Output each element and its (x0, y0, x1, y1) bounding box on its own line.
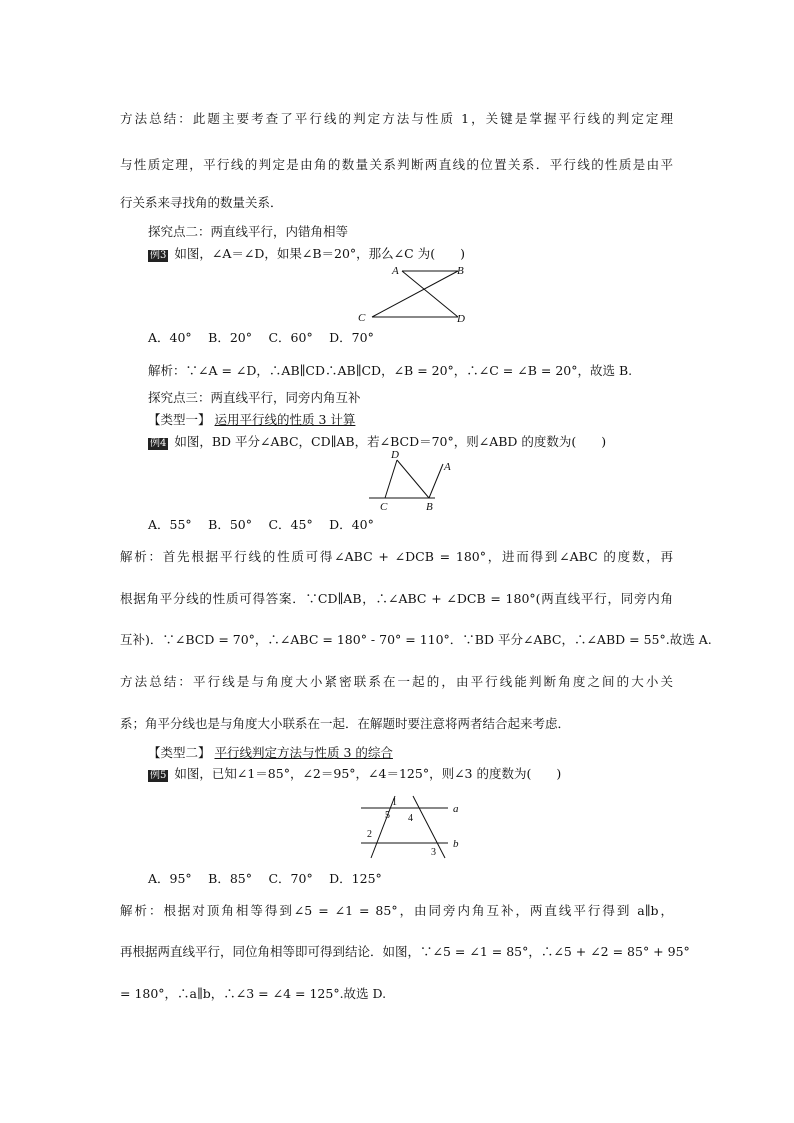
summary-2-line-1: 方法总结：平行线是与角度大小紧密联系在一起的，由平行线能判断角度之间的大小关 (120, 674, 673, 689)
type-2-heading (148, 743, 393, 761)
figure-example-4 (365, 448, 465, 514)
label-b: B (457, 265, 464, 277)
example-3-label: 例3 (150, 250, 167, 261)
example-5-options: A．95° B．85° C．70° D．125° (148, 871, 382, 886)
segment-db (397, 460, 429, 498)
angle-label-5: 5 (385, 810, 390, 821)
example-3-analysis: 解析：∵∠A = ∠D，∴AB∥CD∴AB∥CD，∠B = 20°，∴∠C = ∠B = 20°，故选 B. (148, 363, 633, 378)
label-c: C (380, 501, 388, 513)
transversal-right (413, 796, 445, 858)
ray-ba (429, 464, 443, 498)
label-line-b: b (453, 838, 459, 850)
example-3-question-text: 如图，∠A＝∠D，如果∠B＝20°，那么∠C 为( ) (174, 246, 465, 261)
summary-2-line-2: 系；角平分线也是与角度大小联系在一起．在解题时要注意将两者结合起来考虑． (120, 716, 571, 731)
segment-ad (402, 271, 458, 317)
segment-bc (372, 271, 458, 317)
example-4-options: A．55° B．50° C．45° D．40° (148, 517, 374, 532)
type-1-heading (148, 410, 355, 428)
example-4-analysis-line-2: 根据角平分线的性质可得答案．∵CD∥AB，∴∠ABC + ∠DCB = 180°(两直线平行，同旁内角 (120, 591, 673, 606)
example-5-question-text: 如图，已知∠1＝85°，∠2＝95°，∠4＝125°，则∠3 的度数为( ) (174, 766, 562, 781)
section-heading-3: 探究点三：两直线平行，同旁内角互补 (148, 390, 361, 405)
example-4-analysis-line-1: 解析：首先根据平行线的性质可得∠ABC + ∠DCB = 180°，进而得到∠ABC 的度数，再 (120, 549, 673, 564)
example-4-analysis-line-3: 互补)．∵∠BCD = 70°，∴∠ABC = 180° - 70° = 110°．∵BD 平分∠ABC，∴∠ABD = 55°.故选 A. (120, 632, 712, 647)
segment-dc (385, 460, 397, 498)
figure-example-3 (350, 262, 480, 326)
label-d: D (391, 449, 399, 461)
angle-label-3: 3 (431, 847, 436, 858)
example-5-analysis-line-2: 再根据两直线平行，同位角相等即可得到结论．如图，∵∠5 = ∠1 = 85°，∴∠5 + ∠2 = 85° + 95° (120, 944, 690, 959)
summary-1-line-2: 与性质定理，平行线的判定是由角的数量关系判断两直线的位置关系．平行线的性质是由平 (120, 157, 673, 172)
angle-label-1: 1 (392, 797, 397, 808)
example-5-analysis-line-3: = 180°，∴a∥b，∴∠3 = ∠4 = 125°.故选 D. (120, 986, 387, 1001)
type-2-bracket: 【类型二】 (148, 745, 211, 760)
example-5-question (148, 764, 561, 782)
angle-label-2: 2 (367, 829, 372, 840)
type-1-title: 运用平行线的性质 3 计算 (214, 412, 356, 427)
example-4-question-text: 如图，BD 平分∠ABC，CD∥AB，若∠BCD＝70°，则∠ABD 的度数为( ) (174, 434, 607, 449)
label-d: D (457, 313, 465, 325)
example-5-label: 例5 (150, 770, 167, 781)
example-3-options: A．40° B．20° C．60° D．70° (148, 330, 374, 345)
angle-label-4: 4 (408, 813, 413, 824)
section-heading-2: 探究点二：两直线平行，内错角相等 (148, 224, 349, 239)
example-5-analysis-line-1: 解析：根据对顶角相等得到∠5 = ∠1 = 85°，由同旁内角互补，两直线平行得到 a∥b， (120, 903, 673, 918)
summary-1-line-1: 方法总结：此题主要考查了平行线的判定方法与性质 1，关键是掌握平行线的判定定理 (120, 111, 673, 126)
figure-example-5 (355, 790, 475, 862)
summary-1-line-3: 行关系来寻找角的数量关系． (120, 195, 283, 210)
example-4-label: 例4 (150, 438, 167, 449)
label-b: B (426, 501, 433, 513)
label-a: A (392, 265, 399, 277)
type-2-title: 平行线判定方法与性质 3 的综合 (214, 745, 393, 760)
label-line-a: a (453, 803, 459, 815)
label-a: A (444, 461, 451, 473)
label-c: C (358, 312, 366, 324)
example-3-question (148, 244, 465, 262)
type-1-bracket: 【类型一】 (148, 412, 211, 427)
